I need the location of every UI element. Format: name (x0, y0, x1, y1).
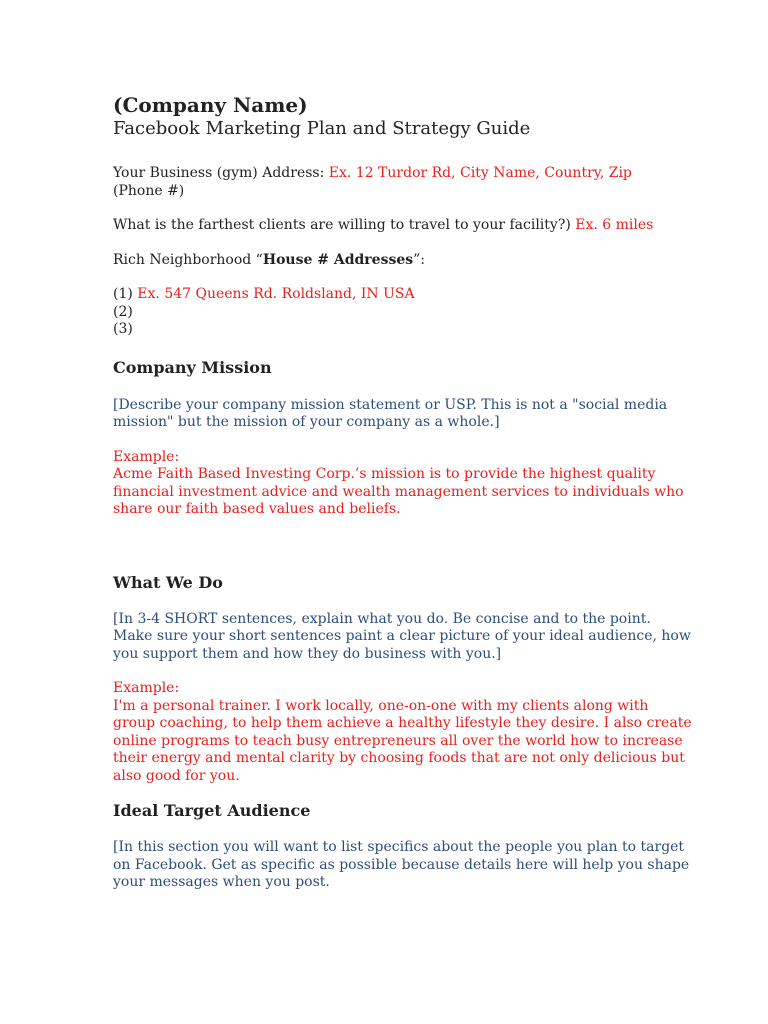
neighborhood-item-num: (1) (113, 286, 133, 302)
neighborhood-item-value: Ex. 547 Queens Rd. Roldsland, IN USA (137, 286, 415, 302)
mission-instruction-line-1: [Describe your company mission statement or USP. This is not a "social media (113, 396, 668, 413)
what-we-do-example-line: their energy and mental clarity by choosing foods that are not only delicious but (113, 750, 685, 766)
what-we-do-instruction-line: you support them and how they do business with you.] (113, 645, 502, 662)
what-we-do-example-line: group coaching, to help them achieve a healthy lifestyle they desire. I also create (113, 715, 692, 731)
audience-instruction-line: your messages when you post. (113, 874, 330, 890)
audience-heading: Ideal Target Audience (113, 801, 311, 820)
business-address-label: Your Business (gym) Address: (113, 165, 325, 181)
travel-question-line (113, 217, 673, 235)
mission-example-line: financial investment advice and wealth management services to individuals who (113, 483, 684, 500)
neighborhood-item-1 (113, 286, 673, 304)
neighborhood-item-num: (3) (113, 321, 133, 337)
travel-question: What is the farthest clients are willing to travel to your facility?) (113, 217, 571, 233)
what-we-do-example-label: Example: (113, 680, 180, 696)
document-content (113, 93, 692, 892)
mission-heading: Company Mission (113, 357, 272, 377)
mission-instruction-line-2: mission" but the mission of your company as a whole.] (113, 414, 500, 430)
business-address-line (113, 165, 673, 183)
neighborhood-item-2 (113, 304, 673, 322)
travel-example: Ex. 6 miles (575, 217, 654, 233)
business-address-example: Ex. 12 Turdor Rd, City Name, Country, Zip (328, 165, 632, 181)
audience-instruction-line: [In this section you will want to list specifics about the people you plan to target (113, 839, 685, 855)
neighborhood-label-bold: House # Addresses (262, 251, 414, 268)
what-we-do-instruction-line: [In 3-4 SHORT sentences, explain what you do. Be concise and to the point. (113, 610, 651, 627)
what-we-do-example-line: online programs to teach busy entrepreneurs all over the world how to increase (113, 732, 683, 749)
document-title: Facebook Marketing Plan and Strategy Guide (113, 118, 531, 139)
neighborhood-item-3 (113, 321, 673, 339)
mission-example-line: Acme Faith Based Investing Corp.’s mission is to provide the highest quality (113, 466, 656, 482)
mission-example-label: Example: (113, 448, 180, 465)
what-we-do-example-line: I'm a personal trainer. I work locally, one-on-one with my clients along with (113, 697, 649, 714)
neighborhood-label-prefix: Rich Neighborhood “ (113, 251, 263, 268)
audience-instruction-line: on Facebook. Get as specific as possible because details here will help you shape (113, 856, 690, 873)
what-we-do-instruction-line: Make sure your short sentences paint a clear picture of your ideal audience, how (113, 628, 691, 644)
mission-example-line: share our faith based values and beliefs. (113, 501, 401, 517)
neighborhood-label (113, 252, 673, 270)
company-name: (Company Name) (113, 93, 308, 117)
what-we-do-example-line: also good for you. (113, 767, 240, 784)
phone-label: (Phone #) (113, 182, 185, 199)
neighborhood-item-num: (2) (113, 303, 133, 320)
neighborhood-label-suffix: ”: (413, 251, 426, 268)
what-we-do-heading: What We Do (113, 572, 223, 592)
